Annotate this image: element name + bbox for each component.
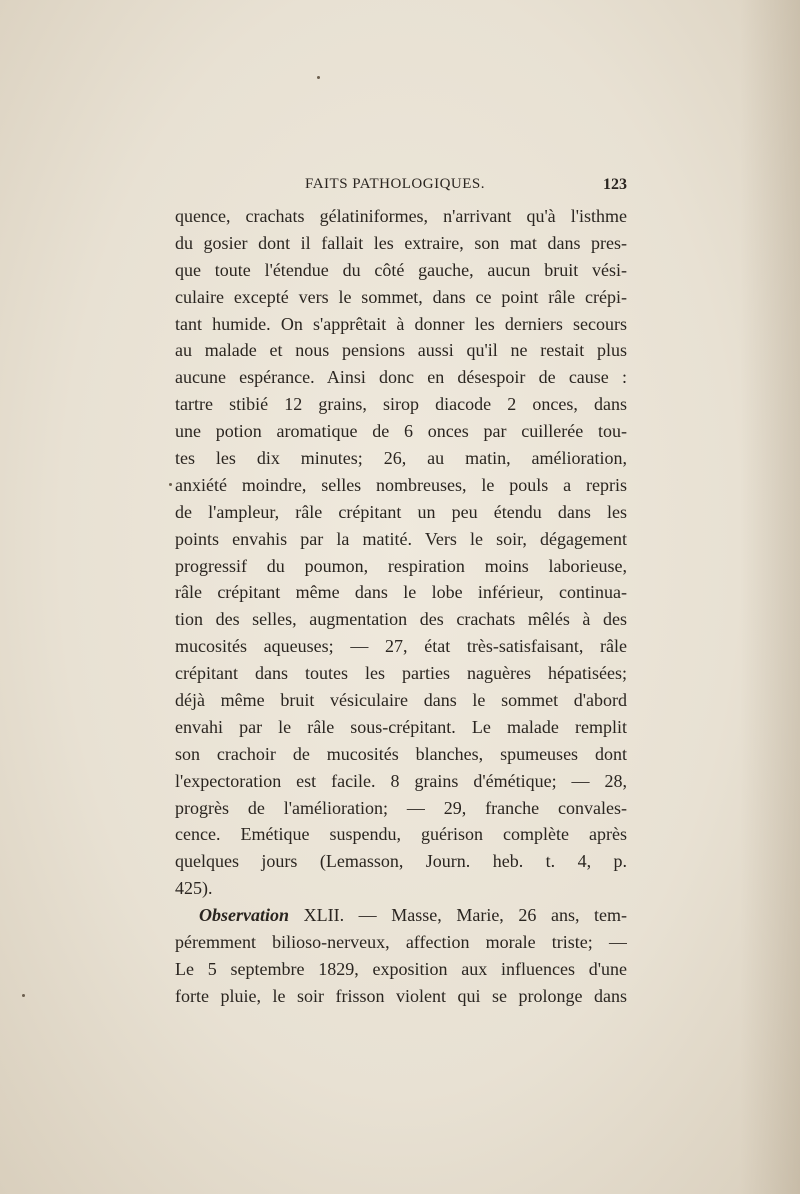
text-line: tant humide. On s'apprêtait à donner les derniers secours xyxy=(175,313,627,334)
text-line: progrès de l'amélioration; — 29, franche convales- xyxy=(175,797,627,818)
text-line: tes les dix minutes; 26, au matin, amélioration, xyxy=(175,448,627,469)
observation-line: — Masse, Marie, 26 ans, tem- xyxy=(358,905,627,926)
text-line: anxiété moindre, selles nombreuses, le pouls a repris xyxy=(175,474,627,495)
text-line: 425). xyxy=(175,878,213,899)
text-line: crépitant dans toutes les parties naguères hépatisées; xyxy=(175,663,627,684)
text-line: points envahis par la matité. Vers le soir, dégagement xyxy=(175,528,627,549)
observation-number: XLII. xyxy=(303,905,345,926)
ink-speck xyxy=(169,483,172,486)
text-line: mucosités aqueuses; — 27, état très-satisfaisant, râle xyxy=(175,636,627,657)
text-line: son crachoir de mucosités blanches, spumeuses dont xyxy=(175,743,627,764)
text-line: de l'ampleur, râle crépitant un peu étendu dans les xyxy=(175,501,627,522)
text-line: progressif du poumon, respiration moins laborieuse, xyxy=(175,555,627,576)
page-number: 123 xyxy=(603,176,627,193)
page-header xyxy=(175,176,627,198)
running-head: FAITS PATHOLOGIQUES. xyxy=(305,176,486,192)
text-line: quence, crachats gélatiniformes, n'arrivant qu'à l'isthme xyxy=(175,206,627,226)
text-line: tion des selles, augmentation des crachats mêlés à des xyxy=(175,609,627,630)
text-line: que toute l'étendue du côté gauche, aucun bruit vési- xyxy=(175,259,627,280)
ink-speck xyxy=(22,994,25,997)
observation-label: Observation xyxy=(199,905,289,926)
text-line: râle crépitant même dans le lobe inférieur, continua- xyxy=(175,582,627,603)
text-line: aucune espérance. Ainsi donc en désespoir de cause : xyxy=(175,367,627,388)
observation-heading-line xyxy=(175,902,627,929)
text-line: une potion aromatique de 6 onces par cuillerée tou- xyxy=(175,421,627,442)
text-line: envahi par le râle sous-crépitant. Le malade remplit xyxy=(175,716,627,737)
body-text xyxy=(175,203,627,1010)
text-line: déjà même bruit vésiculaire dans le sommet d'abord xyxy=(175,690,627,711)
observation-line: forte pluie, le soir frisson violent qui se prolonge dans xyxy=(175,985,627,1006)
observation-line: Le 5 septembre 1829, exposition aux influences d'une xyxy=(175,958,627,979)
text-line: au malade et nous pensions aussi qu'il ne restait plus xyxy=(175,340,627,361)
text-line: cence. Emétique suspendu, guérison complète après xyxy=(175,824,627,845)
ink-speck xyxy=(317,76,320,79)
text-line: l'expectoration est facile. 8 grains d'émétique; — 28, xyxy=(175,770,627,791)
text-line: quelques jours (Lemasson, Journ. heb. t. 4, p. xyxy=(175,851,627,872)
text-line: du gosier dont il fallait les extraire, son mat dans pres- xyxy=(175,232,627,253)
text-line: culaire excepté vers le sommet, dans ce point râle crépi- xyxy=(175,286,627,307)
text-line: tartre stibié 12 grains, sirop diacode 2 onces, dans xyxy=(175,394,627,415)
observation-line: péremment bilioso-nerveux, affection morale triste; — xyxy=(175,932,627,953)
page-edge-shadow xyxy=(740,0,800,1194)
